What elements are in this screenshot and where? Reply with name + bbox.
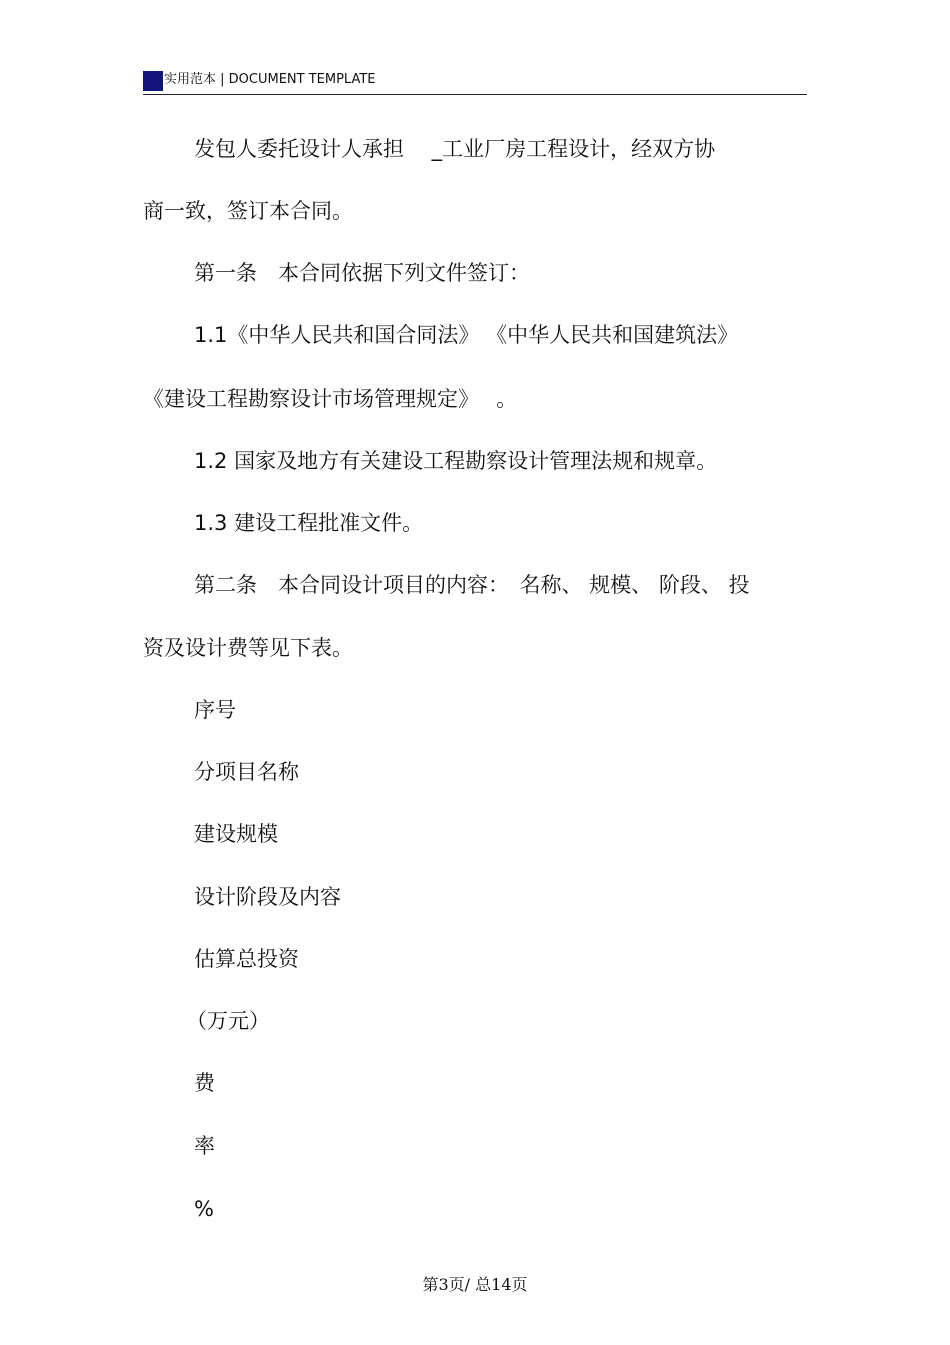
article-one-heading: 第一条 本合同依据下列文件签订：	[194, 261, 530, 285]
paragraph-intro-line-2: 商一致，签订本合同。	[143, 199, 353, 223]
article-two-line-1: 第二条 本合同设计项目的内容： 名称、 规模、 阶段、 投	[194, 573, 750, 597]
table-header-scale: 建设规模	[194, 822, 278, 846]
table-header-percent: %	[194, 1197, 214, 1221]
page-number: 第3页/ 总14页	[422, 1275, 528, 1294]
table-header-serial: 序号	[194, 698, 236, 722]
table-header-fee-char-1: 费	[194, 1071, 215, 1095]
clause-1-3: 1.3 建设工程批准文件。	[194, 511, 424, 535]
table-header-item-name: 分项目名称	[194, 760, 299, 784]
paragraph-intro-line-1: 发包人委托设计人承担 _工业厂房工程设计，经双方协	[194, 137, 716, 161]
table-header-investment: 估算总投资	[194, 947, 299, 971]
header-logo-mark	[143, 71, 163, 91]
table-header-investment-unit: （万元）	[186, 1009, 270, 1033]
clause-1-2: 1.2 国家及地方有关建设工程勘察设计管理法规和规章。	[194, 449, 718, 473]
table-header-fee-char-2: 率	[194, 1134, 215, 1158]
page-header	[143, 70, 807, 95]
clause-1-1-line-2: 《建设工程勘察设计市场管理规定》 。	[143, 387, 518, 411]
article-two-line-2: 资及设计费等见下表。	[143, 636, 353, 660]
table-header-stage: 设计阶段及内容	[194, 885, 341, 909]
header-title: 实用范本 | DOCUMENT TEMPLATE	[164, 72, 376, 87]
clause-1-1-line-1: 1.1《中华人民共和国合同法》 《中华人民共和国建筑法》	[194, 323, 739, 347]
